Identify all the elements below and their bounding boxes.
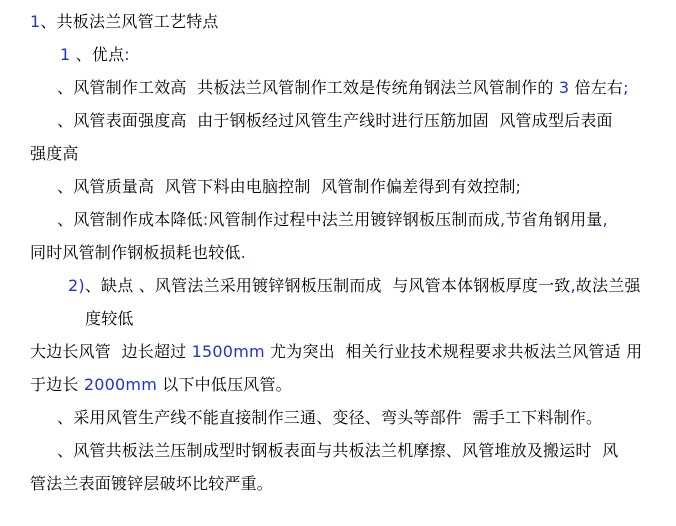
- advantage-item-cost-continued: [30, 236, 676, 269]
- text-segment: 以下中低压风管。: [156, 375, 292, 394]
- subheading-disadvantages: [68, 269, 676, 302]
- text-segment: 风管制作过程中法兰用镀锌钢板压制而成: [208, 210, 501, 229]
- text-segment: 于边长: [30, 375, 84, 394]
- text-segment: 、共板法兰风管工艺特点: [40, 12, 219, 31]
- advantage-item-quality: [57, 170, 676, 203]
- advantage-item-surface-strength-continued: [30, 137, 676, 170]
- text-segment: 、风管质量高 风管下料由电脑控制 风管制作偏差得到有效控制: [57, 177, 516, 196]
- accent-text-segment: 3: [558, 78, 570, 97]
- disadvantage-item-large-duct: [30, 335, 676, 368]
- accent-text-segment: ;: [623, 78, 629, 97]
- text-segment: 管法兰表面镀锌层破坏比较严重。: [30, 474, 274, 493]
- accent-text-segment: ,: [500, 210, 506, 229]
- text-segment: 、缺点 、风管法兰采用镀锌钢板压制而成 与风管本体钢板厚度一致: [84, 276, 571, 295]
- advantage-item-cost: [57, 203, 676, 236]
- text-segment: 度较低: [85, 309, 134, 328]
- advantage-item-surface-strength: [57, 104, 676, 137]
- text-segment: 、风管制作成本降低: [57, 210, 203, 229]
- accent-text-segment: 2): [68, 276, 85, 295]
- text-segment: 同时风管制作钢板损耗也较低: [30, 243, 241, 262]
- accent-text-segment: .: [240, 243, 246, 262]
- text-segment: 尤为突出 相关行业技术规程要求共板法兰风管适 用: [264, 342, 643, 361]
- text-segment: 节省角钢用量: [505, 210, 603, 229]
- disadvantage-item-large-duct-continued: [30, 368, 676, 401]
- text-segment: 倍左右: [569, 78, 624, 97]
- accent-text-segment: 2000mm: [83, 375, 157, 394]
- accent-text-segment: :: [202, 210, 209, 229]
- accent-text-segment: :: [124, 45, 130, 64]
- disadvantage-item-zinc-coating-continued: [30, 467, 676, 500]
- accent-text-segment: 1: [30, 12, 41, 31]
- heading-process-features: [30, 5, 676, 38]
- disadvantage-item-fittings: [57, 401, 676, 434]
- disadvantage-item-zinc-coating: [57, 434, 676, 467]
- accent-text-segment: ,: [570, 276, 576, 295]
- accent-text-segment: ,: [602, 210, 608, 229]
- text-segment: 、风管表面强度高 由于钢板经过风管生产线时进行压筋加固 风管成型后表面: [57, 111, 613, 130]
- subheading-disadvantages-continued: [85, 302, 676, 335]
- accent-text-segment: 1500mm: [191, 342, 265, 361]
- text-segment: 、风管共板法兰压制成型时钢板表面与共板法兰机摩擦、风管堆放及搬运时 风: [57, 441, 619, 460]
- text-segment: 、优点: [70, 45, 125, 64]
- text-segment: 、风管制作工效高 共板法兰风管制作工效是传统角钢法兰风管制作的: [57, 78, 559, 97]
- text-segment: 、采用风管生产线不能直接制作三通、变径、弯头等部件 需手工下料制作。: [57, 408, 603, 427]
- accent-text-segment: ;: [515, 177, 522, 196]
- text-segment: 故法兰强: [575, 276, 641, 295]
- subheading-advantages: [60, 38, 676, 71]
- text-segment: 大边长风管 边长超过: [30, 342, 192, 361]
- text-segment: 强度高: [30, 144, 79, 163]
- accent-text-segment: 1: [60, 45, 71, 64]
- advantage-item-efficiency: [57, 71, 676, 104]
